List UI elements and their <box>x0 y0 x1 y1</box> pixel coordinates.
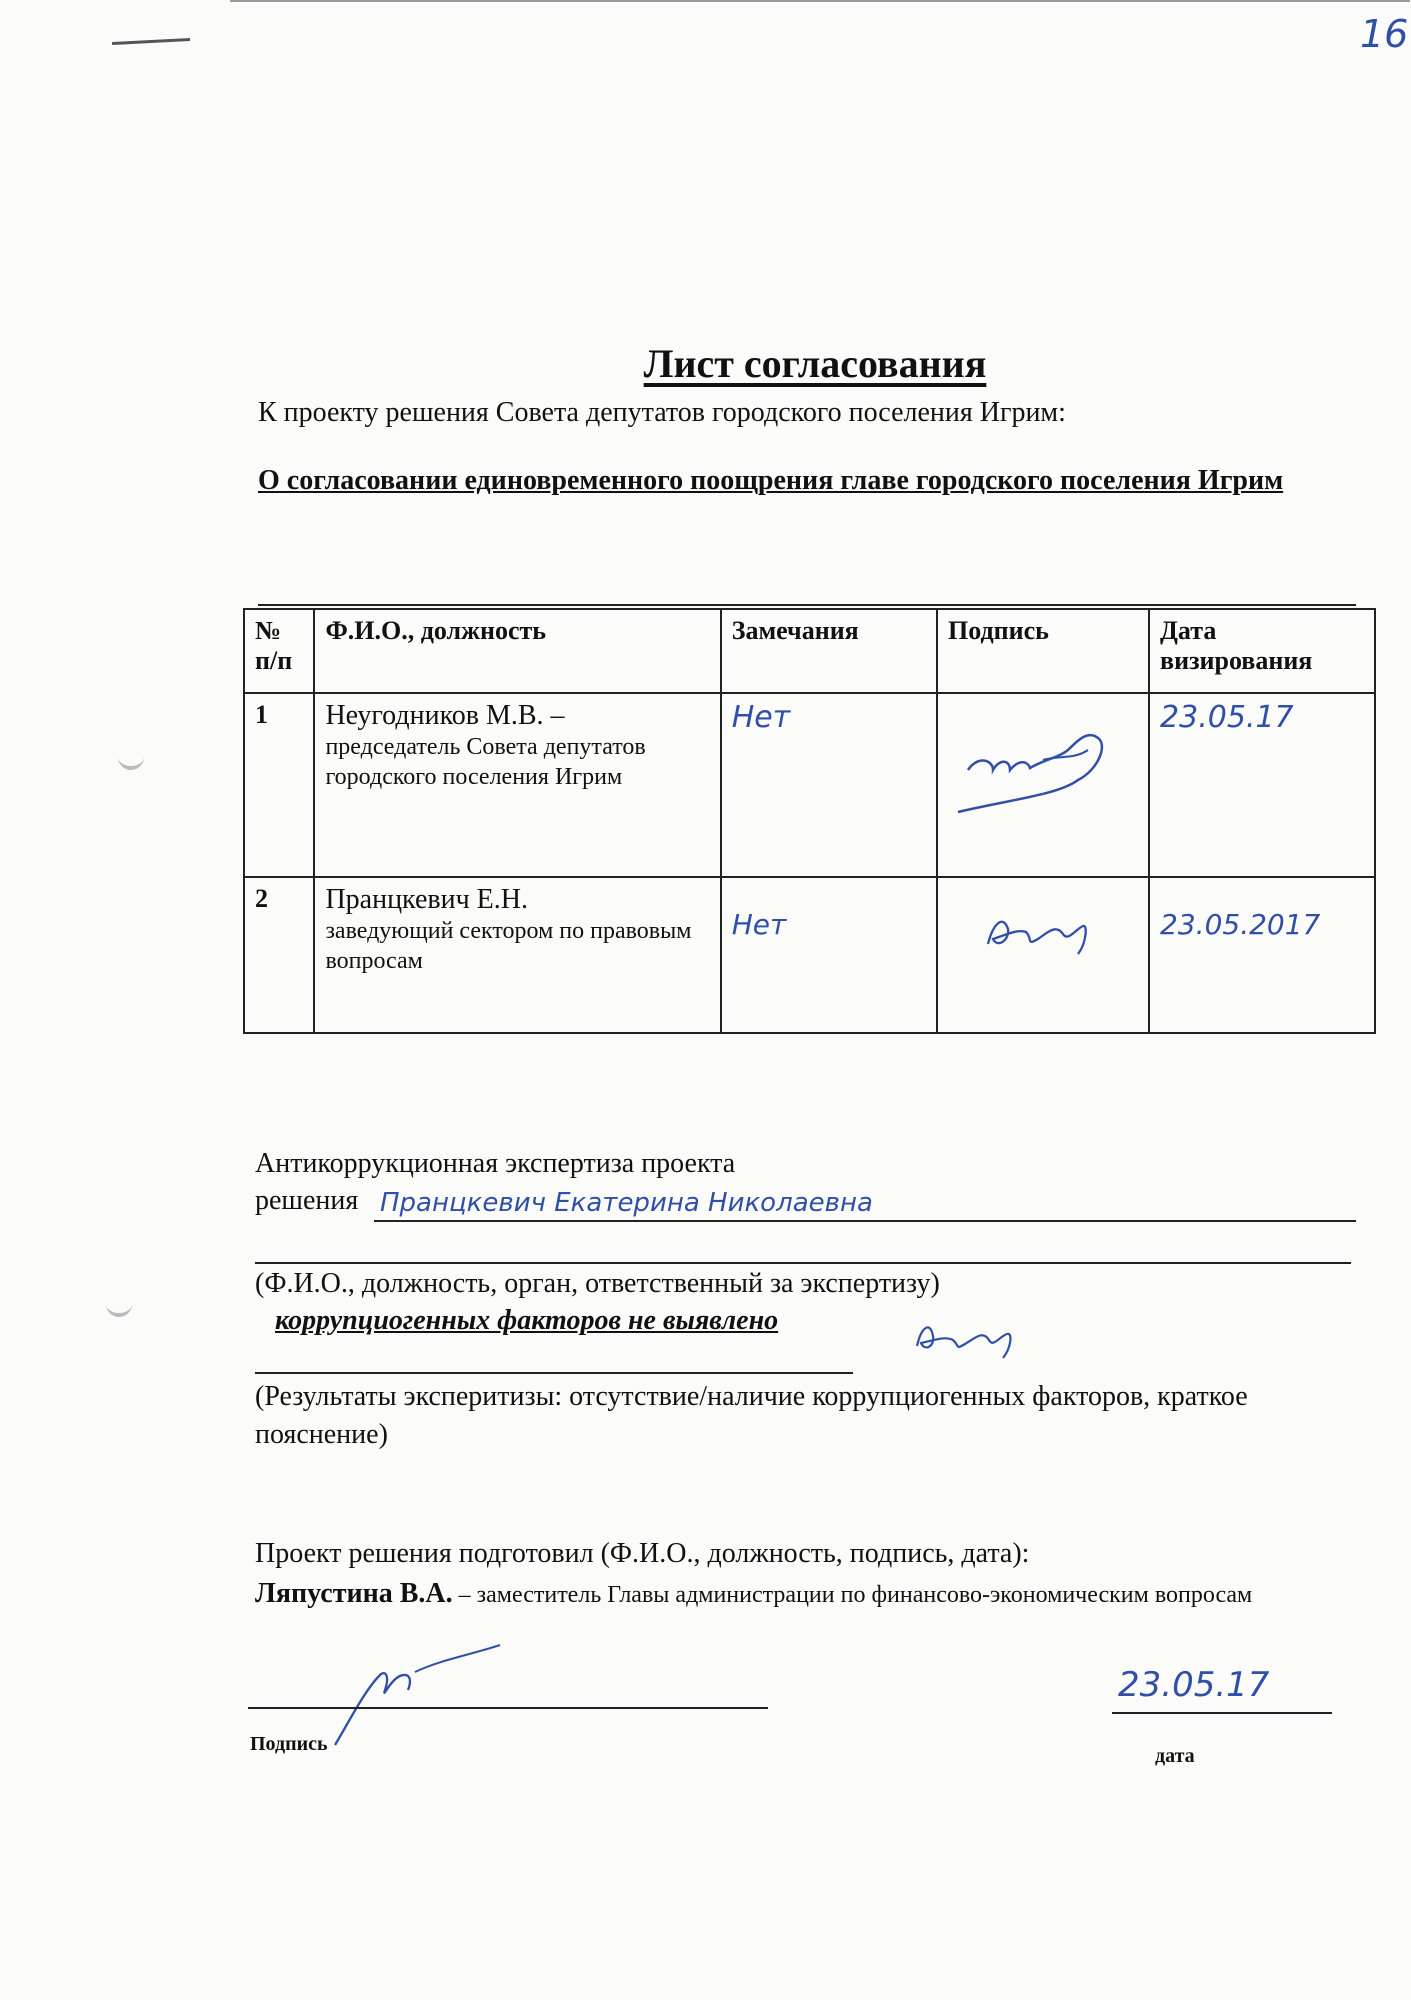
expertise-signature <box>905 1308 1035 1363</box>
expertise-result: коррупциогенных факторов не выявлено <box>275 1305 779 1336</box>
table-header-row <box>244 609 1375 693</box>
handwritten-signature-1 <box>948 700 1138 820</box>
row-date: 23.05.2017 <box>1149 877 1375 1033</box>
header-number: № п/п <box>244 609 314 693</box>
signature-caption: Подпись <box>250 1733 328 1755</box>
page-title: Лист согласования <box>643 341 987 386</box>
date-line <box>1112 1712 1332 1714</box>
preparer-info <box>255 1578 1365 1614</box>
row-number: 1 <box>244 693 314 877</box>
row-date: 23.05.17 <box>1149 693 1375 877</box>
table-row <box>244 693 1375 877</box>
expert-name-line <box>374 1220 1356 1222</box>
result-line <box>255 1372 853 1374</box>
person-role: председатель Совета депутатов городского поселения Игрим <box>325 734 646 790</box>
header-name: Ф.И.О., должность <box>314 609 720 693</box>
expert-caption: (Ф.И.О., должность, орган, ответственный за экспертизу) <box>255 1268 940 1299</box>
row-remarks: Нет <box>721 877 937 1033</box>
prepared-label: Проект решения подготовил (Ф.И.О., должность, подпись, дата): <box>255 1538 1030 1569</box>
scan-mark <box>112 38 190 45</box>
row-signature <box>937 693 1149 877</box>
approval-table <box>243 608 1376 1034</box>
person-name: Пранцкевич Е.Н. <box>325 884 528 915</box>
person-role: заведующий сектором по правовым вопросам <box>325 918 692 974</box>
header-signature: Подпись <box>937 609 1149 693</box>
header-date: Дата визирования <box>1149 609 1375 693</box>
punch-hole <box>118 748 144 770</box>
row-person <box>314 693 720 877</box>
preparer-signature <box>330 1640 520 1750</box>
preparer-name: Ляпустина В.А. <box>255 1578 453 1609</box>
scan-top-edge <box>230 0 1410 2</box>
row-remarks: Нет <box>721 693 937 877</box>
expert-extra-line <box>255 1262 1351 1264</box>
expert-name-handwritten: Пранцкевич Екатерина Николаевна <box>380 1188 873 1218</box>
handwritten-signature-2 <box>948 884 1138 974</box>
person-name: Неугодников М.В. – <box>325 700 565 731</box>
punch-hole <box>106 1295 132 1317</box>
decision-subject: О согласовании единовременного поощрения главе городского поселения Игрим <box>258 465 1284 496</box>
table-top-rule <box>258 604 1356 606</box>
row-signature <box>937 877 1149 1033</box>
table-row <box>244 877 1375 1033</box>
row-number: 2 <box>244 877 314 1033</box>
anticorruption-label: Антикоррукционная экспертиза проекта <box>255 1148 736 1179</box>
header-remarks: Замечания <box>721 609 937 693</box>
row-person <box>314 877 720 1033</box>
signature-line <box>248 1707 768 1709</box>
page-number: 16 <box>1360 12 1409 56</box>
anticorruption-label-decision: решения <box>255 1185 359 1216</box>
result-caption: (Результаты эксперитизы: отсутствие/наличие коррупциогенных факторов, краткое пояснение) <box>255 1381 1248 1450</box>
date-caption: дата <box>1155 1745 1195 1767</box>
prepared-date-handwritten: 23.05.17 <box>1118 1665 1270 1705</box>
subtitle: К проекту решения Совета депутатов городского поселения Игрим: <box>258 397 1066 428</box>
preparer-role: – заместитель Главы администрации по финансово-экономическим вопросам <box>452 1582 1253 1608</box>
